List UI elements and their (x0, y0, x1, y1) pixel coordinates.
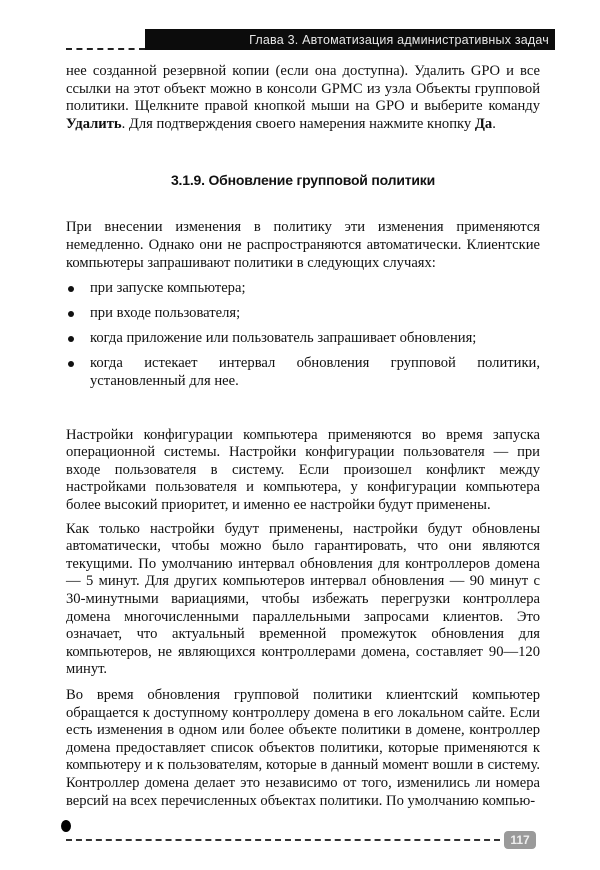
list-item-text: при запуске компьютера; (90, 280, 246, 297)
intro-text: нее созданной резервной копии (если она доступна). Удалить GPO и все ссылки на этот объект можно в консоли GPMC из узла Объекты групповой политики. Щелкните правой кнопкой мыши на GPO и выберите команду (66, 63, 540, 115)
list-item-text: когда истекает интервал обновления групповой политики, установленный для нее. (90, 355, 540, 390)
bullet-icon (68, 361, 74, 367)
paragraph-1 (66, 219, 540, 272)
bullet-list (66, 280, 540, 390)
page-footer (61, 820, 541, 850)
bullet-icon (68, 286, 74, 292)
section-heading: 3.1.9. Обновление групповой политики (170, 172, 436, 189)
list-item-text: когда приложение или пользователь запрашивает обновления; (90, 330, 477, 347)
list-item (66, 280, 540, 298)
paragraph-2 (66, 427, 540, 515)
footer-marker-icon (61, 820, 71, 832)
list-item (66, 305, 540, 323)
list-item (66, 330, 540, 348)
intro-text-middle: . Для подтверждения своего намерения нажмите кнопку (121, 115, 475, 132)
paragraph-2-text: Настройки конфигурации компьютера применяются во время запуска операционной системы. Настройки конфигурации пользователя — при входе пользователя в систему. Если произошел конфликт между настройками пользователя и компьютера, у конфигурации компьютера более высокий приоритет, и именно ее настройки будут применены. (66, 426, 540, 513)
bullet-icon (68, 336, 74, 342)
paragraph-1-text: При внесении изменения в политику эти изменения применяются немедленно. Однако они не распространяются автоматически. Клиентские компьютеры запрашивают политики в следующих случаях: (66, 219, 540, 271)
paragraph-4-text: Во время обновления групповой политики клиентский компьютер обращается к доступному контроллеру домена в его локальном сайте. Если есть изменения в одном или более объекте политики в домене, контроллер домена предоставляет список объектов политики, которые применяются к компьютеру и к пользователям, которые в данный момент вошли в систему. Контроллер домена делает это независимо от того, изменились ли номера версий на всех перечисленных объектах политики. По умолчанию компью- (66, 686, 540, 809)
footer-divider (66, 839, 500, 841)
delete-command: Удалить (66, 115, 122, 132)
intro-text-end: . (492, 115, 496, 132)
intro-paragraph (66, 63, 540, 133)
page-number: 117 (504, 831, 536, 849)
paragraph-4 (66, 687, 540, 810)
list-item (66, 355, 540, 390)
paragraph-3-text: Как только настройки будут применены, настройки будут обновлены автоматически, чтобы можно было гарантировать, что они являются текущими. По умолчанию интервал обновления для контроллеров домена — 5 минут. Для других компьютеров интервал обновления — 90 минут с 30-минутными вариациями, чтобы избежать перегрузки контроллера домена многочисленными параллельными запросами клиентов. Это означает, что актуальный временной промежуток обновления для компьютеров, не являющихся контроллерами домена, составляет 90—120 минут. (66, 520, 540, 678)
bullet-icon (68, 311, 74, 317)
page-content (66, 0, 540, 870)
list-item-text: при входе пользователя; (90, 305, 241, 322)
paragraph-3 (66, 521, 540, 679)
yes-button-label: Да (474, 115, 493, 132)
running-header: Глава 3. Автоматизация административных задач (145, 29, 555, 50)
